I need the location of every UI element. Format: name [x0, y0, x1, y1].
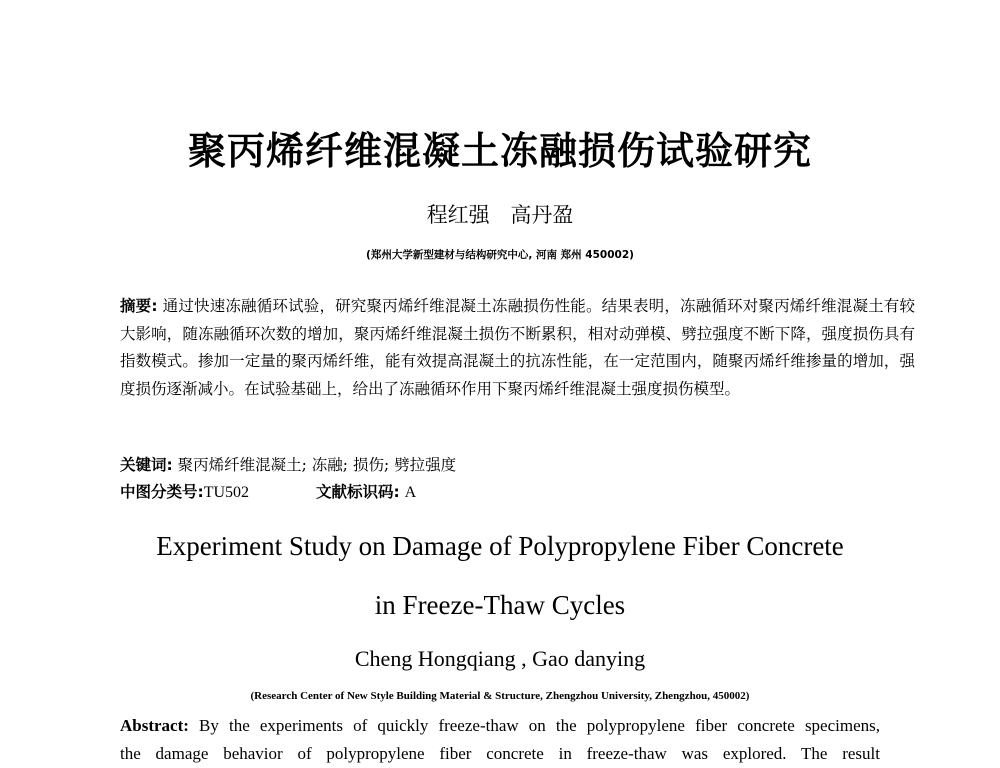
english-title-line-1: Experiment Study on Damage of Polypropylene Fiber Concrete	[156, 531, 844, 561]
english-abstract-label: Abstract:	[120, 716, 189, 735]
english-abstract-text-1: By the experiments of quickly freeze-thaw on the polypropylene fiber concrete specimens,	[199, 716, 881, 735]
chinese-abstract	[120, 293, 915, 403]
classification-line	[120, 481, 416, 504]
english-title-line-2: in Freeze-Thaw Cycles	[374, 590, 626, 620]
english-abstract-line-1	[120, 712, 880, 740]
chinese-title: 聚丙烯纤维混凝土冻融损伤试验研究	[187, 129, 812, 173]
chinese-abstract-label: 摘要:	[120, 297, 158, 315]
keywords-text: 聚丙烯纤维混凝土; 冻融; 损伤; 劈拉强度	[177, 456, 457, 474]
chinese-keywords	[120, 454, 456, 476]
doc-code-label: 文献标识码:	[315, 483, 400, 501]
english-authors: Cheng Hongqiang , Gao danying	[354, 646, 646, 671]
english-abstract-line-2: the damage behavior of polypropylene fiber concrete in freeze-thaw was explored. The result	[120, 744, 880, 763]
chinese-authors: 程红强 高丹盈	[426, 203, 574, 227]
english-affiliation: (Research Center of New Style Building Material & Structure, Zhengzhou University, Zhengzhou, 450002)	[250, 690, 750, 702]
document-code	[316, 481, 416, 504]
keywords-label: 关键词:	[120, 456, 173, 474]
clc-code: TU502	[203, 484, 250, 501]
chinese-affiliation: (郑州大学新型建材与结构研究中心, 河南 郑州 450002)	[366, 249, 634, 261]
clc-label: 中图分类号:	[120, 483, 204, 501]
doc-code-value: A	[404, 484, 417, 501]
chinese-abstract-text: 通过快速冻融循环试验，研究聚丙烯纤维混凝土冻融损伤性能。结果表明，冻融循环对聚丙烯纤维混凝土有较大影响，随冻融循环次数的增加，聚丙烯纤维混凝土损伤不断累积，相对动弹模、劈拉强度不断下降，强度损伤具有指数模式。掺加一定量的聚丙烯纤维，能有效提高混凝土的抗冻性能，在一定范围内，随聚丙烯纤维掺量的增加，强度损伤逐渐减小。在试验基础上，给出了冻融循环作用下聚丙烯纤维混凝土强度损伤模型。	[120, 297, 915, 398]
